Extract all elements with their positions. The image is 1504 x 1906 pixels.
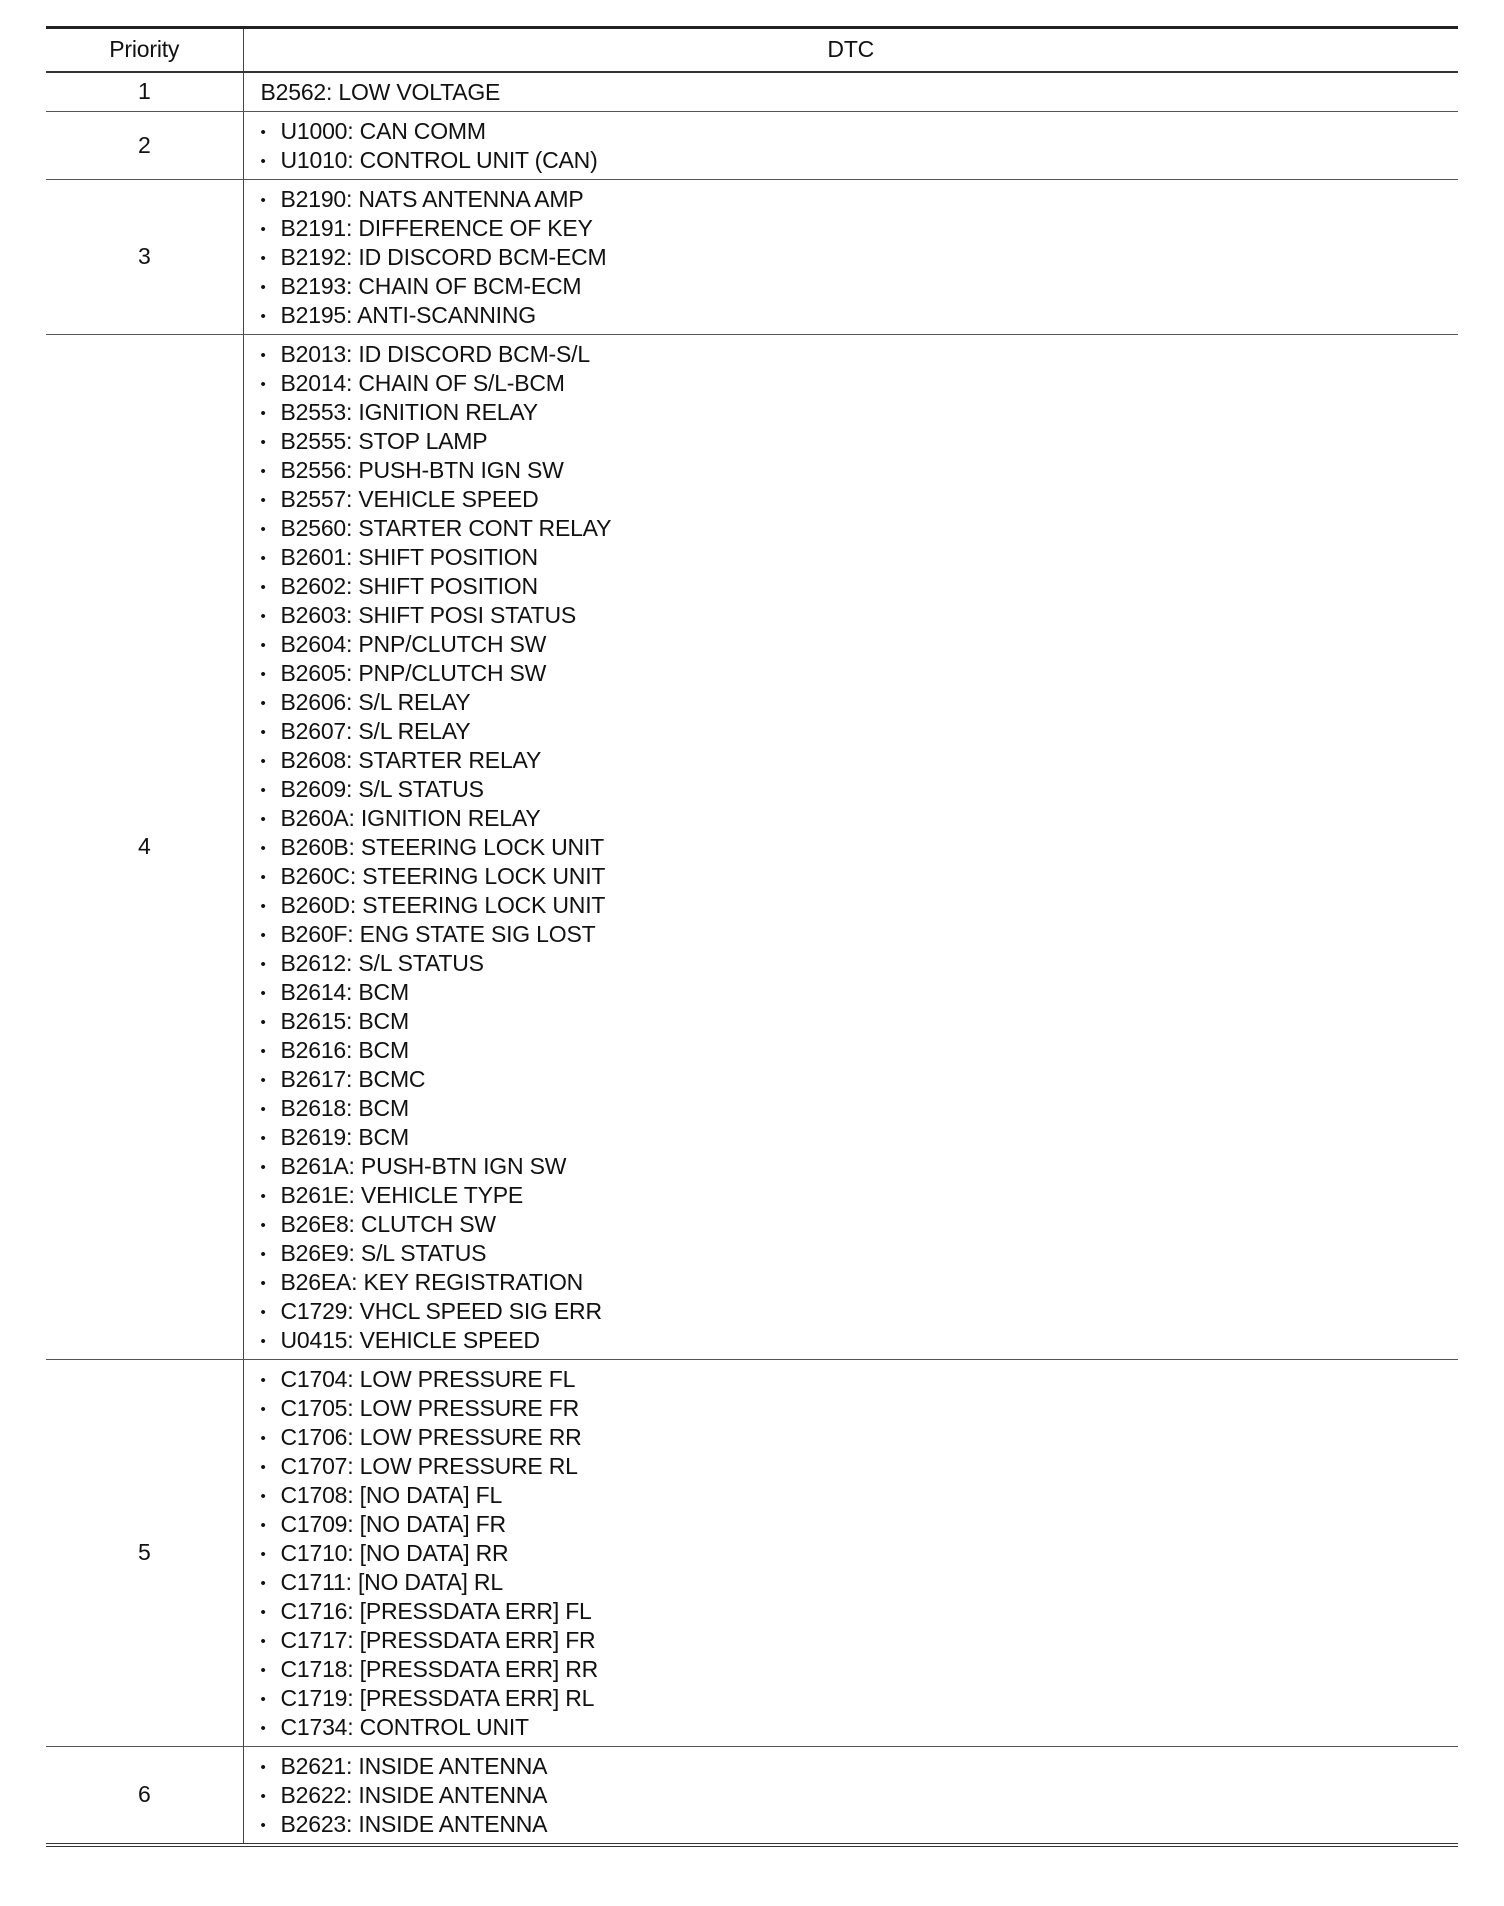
dtc-item: • B2191: DIFFERENCE OF KEY bbox=[261, 214, 1459, 243]
dtc-item: • B2616: BCM bbox=[261, 1036, 1459, 1065]
dtc-item: • B2602: SHIFT POSITION bbox=[261, 572, 1459, 601]
table-header bbox=[46, 28, 1458, 72]
dtc-item: • U1010: CONTROL UNIT (CAN) bbox=[261, 146, 1459, 175]
priority-cell: 2 bbox=[46, 111, 243, 179]
dtc-item: • B2557: VEHICLE SPEED bbox=[261, 485, 1459, 514]
dtc-item: • C1707: LOW PRESSURE RL bbox=[261, 1452, 1459, 1481]
dtc-item: • B2607: S/L RELAY bbox=[261, 717, 1459, 746]
dtc-item: • B261E: VEHICLE TYPE bbox=[261, 1181, 1459, 1210]
header-row bbox=[46, 28, 1458, 72]
dtc-item: • B26E9: S/L STATUS bbox=[261, 1239, 1459, 1268]
dtc-item: • C1716: [PRESSDATA ERR] FL bbox=[261, 1597, 1459, 1626]
dtc-item: • C1706: LOW PRESSURE RR bbox=[261, 1423, 1459, 1452]
dtc-item: • C1711: [NO DATA] RL bbox=[261, 1568, 1459, 1597]
table-row bbox=[46, 179, 1458, 334]
dtc-list bbox=[261, 185, 1459, 330]
dtc-item: • B2606: S/L RELAY bbox=[261, 688, 1459, 717]
dtc-list bbox=[261, 78, 1459, 107]
dtc-cell bbox=[243, 111, 1458, 179]
dtc-item: • B2603: SHIFT POSI STATUS bbox=[261, 601, 1459, 630]
table-row bbox=[46, 72, 1458, 112]
dtc-item: • B260F: ENG STATE SIG LOST bbox=[261, 920, 1459, 949]
dtc-item: • B2556: PUSH-BTN IGN SW bbox=[261, 456, 1459, 485]
dtc-item: • B2609: S/L STATUS bbox=[261, 775, 1459, 804]
dtc-item: • B2622: INSIDE ANTENNA bbox=[261, 1781, 1459, 1810]
dtc-item: • U0415: VEHICLE SPEED bbox=[261, 1326, 1459, 1355]
table-row bbox=[46, 1746, 1458, 1845]
dtc-item: • C1717: [PRESSDATA ERR] FR bbox=[261, 1626, 1459, 1655]
table-row bbox=[46, 1359, 1458, 1746]
dtc-item: • C1704: LOW PRESSURE FL bbox=[261, 1365, 1459, 1394]
dtc-cell bbox=[243, 1359, 1458, 1746]
dtc-item: • B260A: IGNITION RELAY bbox=[261, 804, 1459, 833]
dtc-item: • B260B: STEERING LOCK UNIT bbox=[261, 833, 1459, 862]
priority-cell: 3 bbox=[46, 179, 243, 334]
dtc-item: • C1719: [PRESSDATA ERR] RL bbox=[261, 1684, 1459, 1713]
dtc-item: • B26E8: CLUTCH SW bbox=[261, 1210, 1459, 1239]
dtc-item: • B2601: SHIFT POSITION bbox=[261, 543, 1459, 572]
dtc-item: • B260C: STEERING LOCK UNIT bbox=[261, 862, 1459, 891]
priority-cell: 6 bbox=[46, 1746, 243, 1845]
dtc-column-header: DTC bbox=[243, 28, 1458, 72]
priority-cell: 5 bbox=[46, 1359, 243, 1746]
dtc-item: • B2195: ANTI-SCANNING bbox=[261, 301, 1459, 330]
dtc-item: • B2013: ID DISCORD BCM-S/L bbox=[261, 340, 1459, 369]
dtc-item: • B2618: BCM bbox=[261, 1094, 1459, 1123]
dtc-item: • C1729: VHCL SPEED SIG ERR bbox=[261, 1297, 1459, 1326]
dtc-item: • B2553: IGNITION RELAY bbox=[261, 398, 1459, 427]
table-body bbox=[46, 72, 1458, 1845]
dtc-item: • B2608: STARTER RELAY bbox=[261, 746, 1459, 775]
dtc-item: • B2615: BCM bbox=[261, 1007, 1459, 1036]
dtc-item: • B2614: BCM bbox=[261, 978, 1459, 1007]
table-row bbox=[46, 334, 1458, 1359]
dtc-item: • B2612: S/L STATUS bbox=[261, 949, 1459, 978]
priority-cell: 1 bbox=[46, 72, 243, 112]
dtc-item: • B2619: BCM bbox=[261, 1123, 1459, 1152]
dtc-item: • B2014: CHAIN OF S/L-BCM bbox=[261, 369, 1459, 398]
dtc-item: • B2560: STARTER CONT RELAY bbox=[261, 514, 1459, 543]
dtc-item: • B2605: PNP/CLUTCH SW bbox=[261, 659, 1459, 688]
dtc-cell bbox=[243, 72, 1458, 112]
dtc-item: • B2555: STOP LAMP bbox=[261, 427, 1459, 456]
priority-column-header: Priority bbox=[46, 28, 243, 72]
priority-cell: 4 bbox=[46, 334, 243, 1359]
dtc-item: • B2621: INSIDE ANTENNA bbox=[261, 1752, 1459, 1781]
dtc-item: B2562: LOW VOLTAGE bbox=[260, 78, 501, 105]
dtc-item: • C1705: LOW PRESSURE FR bbox=[261, 1394, 1459, 1423]
dtc-cell bbox=[243, 179, 1458, 334]
dtc-cell bbox=[243, 334, 1458, 1359]
dtc-item: • B26EA: KEY REGISTRATION bbox=[261, 1268, 1459, 1297]
dtc-item: • C1708: [NO DATA] FL bbox=[261, 1481, 1459, 1510]
dtc-item: • B2193: CHAIN OF BCM-ECM bbox=[261, 272, 1459, 301]
dtc-item: • B261A: PUSH-BTN IGN SW bbox=[261, 1152, 1459, 1181]
dtc-list bbox=[261, 117, 1459, 175]
dtc-list bbox=[261, 1365, 1459, 1742]
dtc-item: • U1000: CAN COMM bbox=[261, 117, 1459, 146]
dtc-item: • C1718: [PRESSDATA ERR] RR bbox=[261, 1655, 1459, 1684]
dtc-item: • C1710: [NO DATA] RR bbox=[261, 1539, 1459, 1568]
dtc-cell bbox=[243, 1746, 1458, 1845]
dtc-list bbox=[261, 340, 1459, 1355]
dtc-list bbox=[261, 1752, 1459, 1839]
table-row bbox=[46, 111, 1458, 179]
dtc-item: • B2190: NATS ANTENNA AMP bbox=[261, 185, 1459, 214]
dtc-item: • B260D: STEERING LOCK UNIT bbox=[261, 891, 1459, 920]
dtc-item: • B2192: ID DISCORD BCM-ECM bbox=[261, 243, 1459, 272]
dtc-item: • C1734: CONTROL UNIT bbox=[261, 1713, 1459, 1742]
dtc-item: • B2604: PNP/CLUTCH SW bbox=[261, 630, 1459, 659]
dtc-item: • B2623: INSIDE ANTENNA bbox=[261, 1810, 1459, 1839]
dtc-item: • C1709: [NO DATA] FR bbox=[261, 1510, 1459, 1539]
dtc-priority-table bbox=[46, 26, 1458, 1847]
dtc-item: • B2617: BCMC bbox=[261, 1065, 1459, 1094]
